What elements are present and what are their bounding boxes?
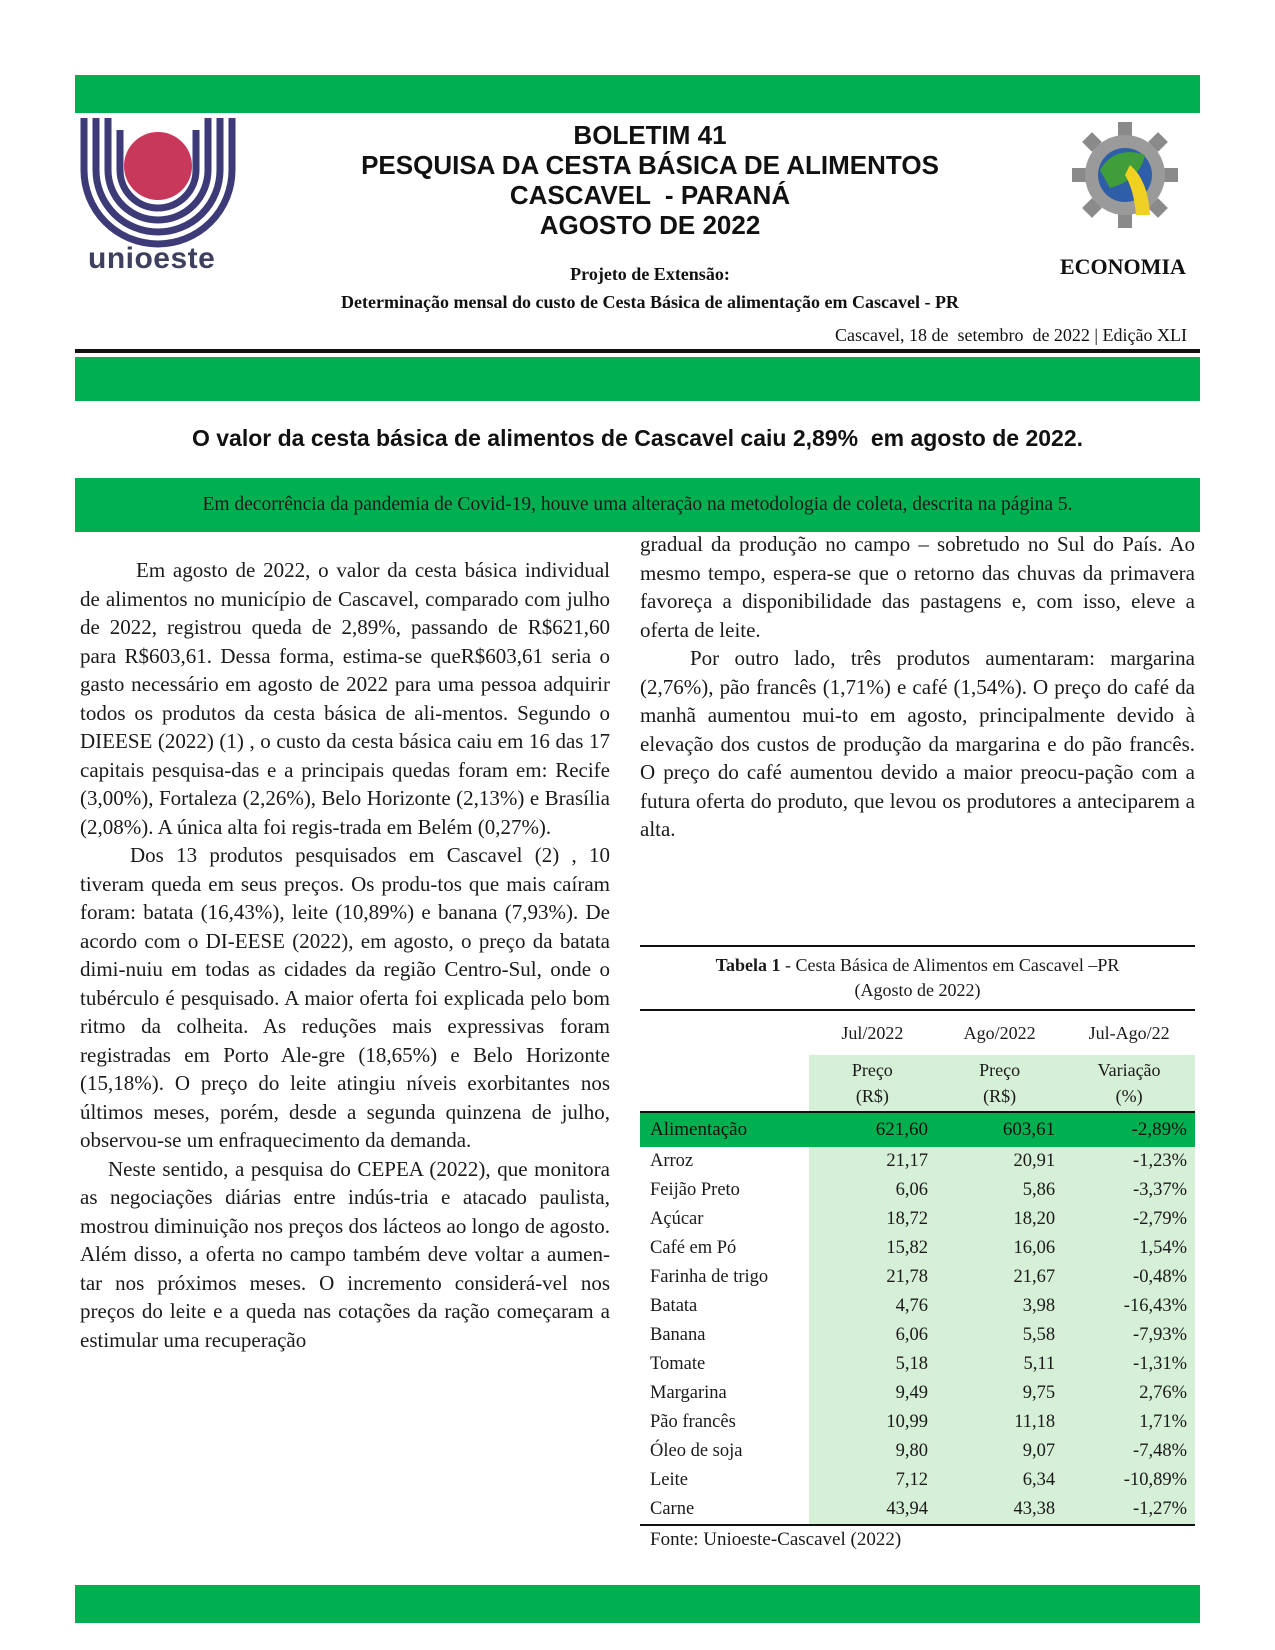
row-jul: 7,12	[809, 1466, 936, 1495]
paragraph-1: Em agosto de 2022, o valor da cesta básica individual de alimentos no município de Cascavel, comparado com julho de 2022, registrou queda de 2,89%, passando de R$621,60 para R$603,61. Dessa forma, estima-se queR$603,61 seria o gasto necessário em agosto de 2022 para uma pessoa adquirir todos os produtos da cesta básica de ali-mentos. Segundo o DIEESE (2022) (1) , o custo da cesta básica caiu em 16 das 17 capitais pesquisa-das e a principais quedas foram em: Recife (3,00%), Fortaleza (2,26%), Belo Horizonte (2,13%) e Brasília (2,08%). A única alta foi regis-trada em Belém (0,27%).	[80, 558, 610, 839]
bulletin-period: AGOSTO DE 2022	[539, 210, 761, 240]
row-var: -0,48%	[1063, 1263, 1195, 1292]
row-label: Pão francês	[650, 1412, 736, 1432]
row-ago: 43,38	[936, 1495, 1063, 1525]
unioeste-logo-text: unioeste	[88, 242, 216, 275]
row-label: Margarina	[650, 1383, 727, 1403]
row-var: -2,79%	[1063, 1205, 1195, 1234]
row-var: -10,89%	[1063, 1466, 1195, 1495]
row-ago: 3,98	[936, 1292, 1063, 1321]
paragraph-5: Por outro lado, três produtos aumentaram: margarina (2,76%), pão francês (1,71%) e café (1,54%). O preço do café da manhã aumentou mui-to em agosto, principalmente devido à elevação dos custos de produção da margarina e do pão francês. O preço do café aumentou devido a maior preocu-pação com a futura oferta do produto, que levou os produtores a anteciparem a alta.	[640, 646, 1195, 841]
row-ago: 6,34	[936, 1466, 1063, 1495]
table-row	[640, 1292, 1195, 1321]
table-row	[640, 1437, 1195, 1466]
row-jul: 4,76	[809, 1292, 936, 1321]
economia-gear-icon	[1070, 120, 1180, 230]
row-label: Açúcar	[650, 1209, 704, 1229]
table-caption-number: Tabela 1	[715, 955, 781, 975]
text-column-right	[640, 530, 1195, 844]
row-ago: 20,91	[936, 1147, 1063, 1176]
row-ago: 9,75	[936, 1379, 1063, 1408]
row-var: -1,31%	[1063, 1350, 1195, 1379]
project-description: Determinação mensal do custo de Cesta Básica de alimentação em Cascavel - PR	[341, 292, 959, 312]
paragraph-3: Neste sentido, a pesquisa do CEPEA (2022), que monitora as negociações diárias entre indús-tria e atacado paulista, mostrou diminuição nos preços dos lácteos ao longo de agosto. Além disso, a oferta no campo também deve voltar a aumen-tar nos próximos meses. O incremento considerá-vel nos preços do leite e a queda nas cotações da ração começaram a estimular uma recuperação	[80, 1156, 610, 1352]
dateline: Cascavel, 18 de setembro de 2022 | Edição XLI	[835, 325, 1187, 345]
table-caption-text: - Cesta Básica de Alimentos em Cascavel –PR	[780, 955, 1120, 975]
row-var: -1,23%	[1063, 1147, 1195, 1176]
table-row	[640, 1466, 1195, 1495]
paragraph-4: gradual da produção no campo – sobretudo no Sul do País. Ao mesmo tempo, espera-se que o retorno das chuvas da primavera favoreça a disponibilidade das pastagens e, com isso, eleve a oferta de leite.	[640, 532, 1195, 642]
row-label: Óleo de soja	[650, 1441, 743, 1461]
bulletin-title: PESQUISA DA CESTA BÁSICA DE ALIMENTOS	[361, 150, 939, 180]
header-rule	[75, 349, 1200, 353]
row-ago: 16,06	[936, 1234, 1063, 1263]
table-row	[640, 1176, 1195, 1205]
table-row	[640, 1234, 1195, 1263]
bulletin-number: BOLETIM 41	[573, 120, 727, 150]
row-ago: 11,18	[936, 1408, 1063, 1437]
row-var: 1,71%	[1063, 1408, 1195, 1437]
row-jul: 10,99	[809, 1408, 936, 1437]
row-ago: 18,20	[936, 1205, 1063, 1234]
row-ago: 9,07	[936, 1437, 1063, 1466]
table-body	[640, 1147, 1195, 1525]
row-jul: 43,94	[809, 1495, 936, 1525]
total-var: -2,89%	[1063, 1112, 1195, 1147]
table-row-total	[640, 1112, 1195, 1147]
table-subheader-row	[640, 1055, 1195, 1112]
row-ago: 5,11	[936, 1350, 1063, 1379]
middle-green-bar	[75, 357, 1200, 401]
methodology-notice: Em decorrência da pandemia de Covid-19, houve uma alteração na metodologia de coleta, descrita na página 5.	[75, 478, 1200, 532]
bottom-green-bar	[75, 1585, 1200, 1623]
row-jul: 5,18	[809, 1350, 936, 1379]
row-ago: 5,58	[936, 1321, 1063, 1350]
subhead-var: Variação (%)	[1063, 1055, 1195, 1112]
table-row	[640, 1495, 1195, 1525]
row-jul: 6,06	[809, 1321, 936, 1350]
row-jul: 15,82	[809, 1234, 936, 1263]
row-ago: 5,86	[936, 1176, 1063, 1205]
row-label: Carne	[650, 1499, 695, 1519]
row-var: 2,76%	[1063, 1379, 1195, 1408]
table-header-row	[640, 1011, 1195, 1055]
price-table-grid	[640, 1011, 1195, 1526]
table-row	[640, 1321, 1195, 1350]
table-row	[640, 1263, 1195, 1292]
headline: O valor da cesta básica de alimentos de Cascavel caiu 2,89% em agosto de 2022.	[191, 425, 1084, 451]
row-var: -16,43%	[1063, 1292, 1195, 1321]
row-label: Leite	[650, 1470, 689, 1490]
row-label: Arroz	[650, 1151, 694, 1171]
row-ago: 21,67	[936, 1263, 1063, 1292]
row-var: -7,48%	[1063, 1437, 1195, 1466]
col-head-ago: Ago/2022	[963, 1022, 1036, 1043]
row-label: Feijão Preto	[650, 1180, 740, 1200]
col-head-var: Jul-Ago/22	[1088, 1022, 1170, 1043]
table-caption	[640, 945, 1195, 1011]
row-jul: 21,17	[809, 1147, 936, 1176]
bulletin-city: CASCAVEL - PARANÁ	[509, 180, 791, 210]
project-label: Projeto de Extensão:	[570, 264, 730, 284]
total-label: Alimentação	[640, 1112, 809, 1147]
header-titles	[270, 120, 1030, 240]
row-label: Batata	[650, 1296, 698, 1316]
row-jul: 9,80	[809, 1437, 936, 1466]
row-label: Banana	[650, 1325, 706, 1345]
subhead-ago: Preço (R$)	[936, 1055, 1063, 1112]
row-jul: 9,49	[809, 1379, 936, 1408]
table-row	[640, 1379, 1195, 1408]
table-row	[640, 1350, 1195, 1379]
text-column-left	[80, 556, 610, 1354]
row-jul: 18,72	[809, 1205, 936, 1234]
row-label: Café em Pó	[650, 1238, 737, 1258]
top-green-bar	[75, 75, 1200, 113]
col-head-jul: Jul/2022	[841, 1022, 904, 1043]
row-var: -1,27%	[1063, 1495, 1195, 1525]
table-source: Fonte: Unioeste-Cascavel (2022)	[650, 1529, 902, 1550]
table-caption-period: (Agosto de 2022)	[854, 980, 981, 1000]
row-var: 1,54%	[1063, 1234, 1195, 1263]
table-row	[640, 1147, 1195, 1176]
row-label: Tomate	[650, 1354, 706, 1374]
table-row	[640, 1205, 1195, 1234]
project-block	[240, 260, 1060, 316]
total-jul: 621,60	[809, 1112, 936, 1147]
subhead-jul: Preço (R$)	[809, 1055, 936, 1112]
table-row	[640, 1408, 1195, 1437]
paragraph-2: Dos 13 produtos pesquisados em Cascavel (2) , 10 tiveram queda em seus preços. Os produ-tos que mais caíram foram: batata (16,43%), leite (10,89%) e banana (7,93%). De acordo com o DI-EESE (2022), em agosto, o preço da batata dimi-nuiu em todas as cidades da região Centro-Sul, onde o tubérculo é pesquisado. A maior oferta foi explicada pelo bom ritmo da colheita. As reduções mais expressivas foram registradas em Porto Ale-gre (18,65%) e Belo Horizonte (15,18%). O preço do leite atingiu níveis exorbitantes nos últimos meses, porém, desde a segunda quinzena de julho, observou-se um enfraquecimento da demanda.	[80, 843, 610, 1152]
total-ago: 603,61	[936, 1112, 1063, 1147]
row-var: -7,93%	[1063, 1321, 1195, 1350]
row-jul: 6,06	[809, 1176, 936, 1205]
economia-label: ECONOMIA	[1060, 254, 1186, 279]
row-label: Farinha de trigo	[650, 1267, 769, 1287]
price-table	[640, 945, 1195, 1551]
row-jul: 21,78	[809, 1263, 936, 1292]
row-var: -3,37%	[1063, 1176, 1195, 1205]
